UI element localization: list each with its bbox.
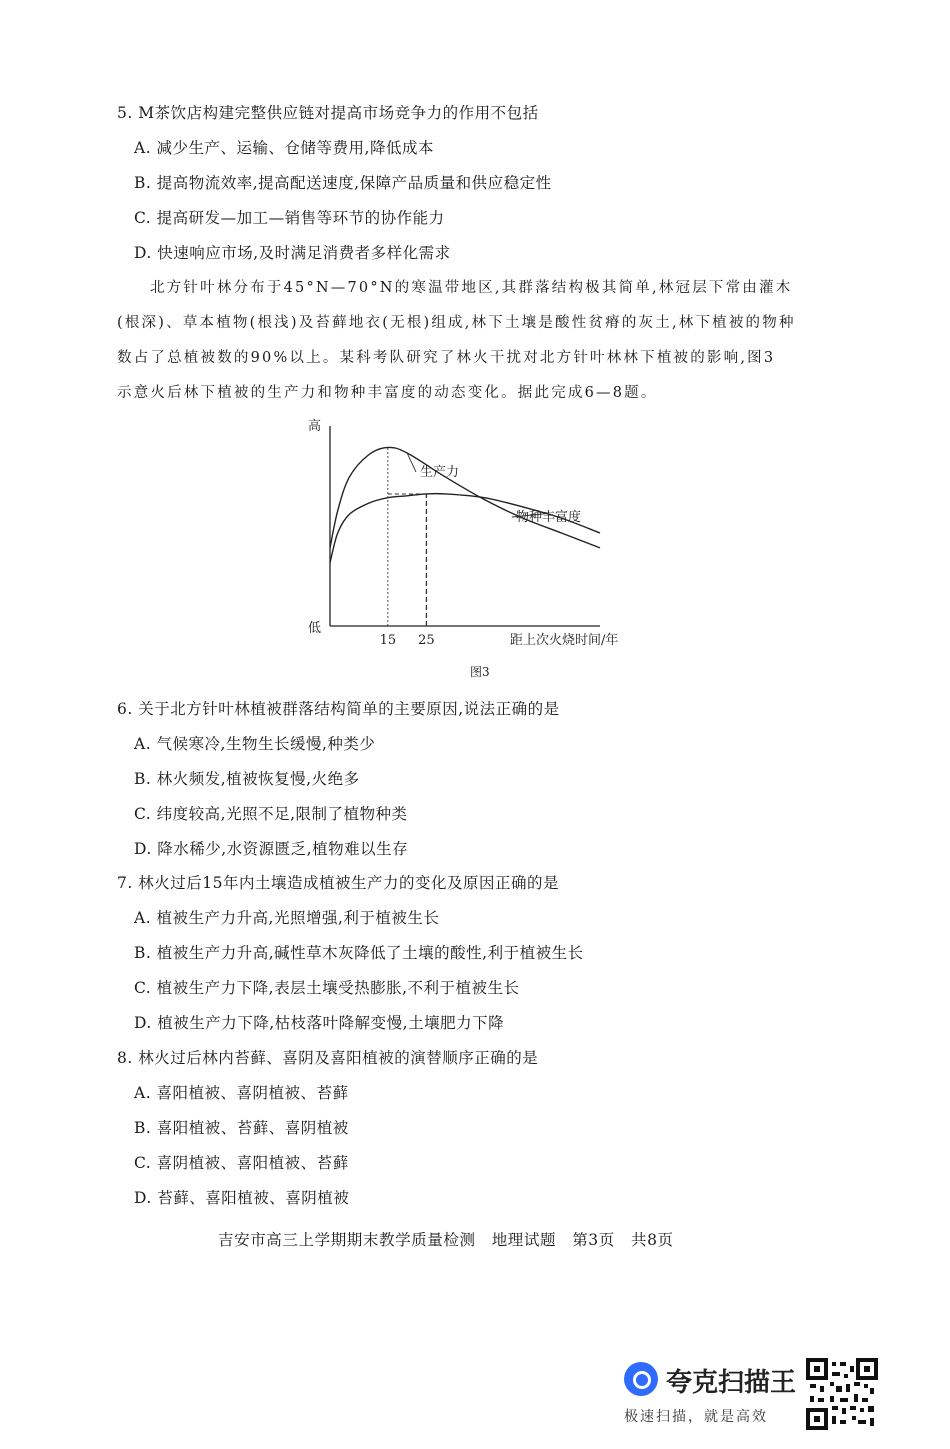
brand-slogan: 极速扫描，就是高效 [624,1409,768,1425]
y-axis-low-label: 低 [308,621,322,636]
q8-option-d: D. 苔藓、喜阳植被、喜阴植被 [134,1189,350,1207]
q8-stem: 8. 林火过后林内苔藓、喜阴及喜阳植被的演替顺序正确的是 [117,1049,539,1067]
q8-option-b: B. 喜阳植被、苔藓、喜阴植被 [134,1119,349,1137]
q5-option-c: C. 提高研发—加工—销售等环节的协作能力 [134,209,445,227]
q8-option-c: C. 喜阴植被、喜阳植被、苔藓 [134,1154,349,1172]
figure-caption: 图3 [470,665,490,679]
passage-line-3: 数占了总植被数的90%以上。某科考队研究了林火干扰对北方针叶林林下植被的影响,图3 [117,350,776,366]
q6-option-a: A. 气候寒冷,生物生长缓慢,种类少 [134,735,376,753]
brand-name: 夸克扫描王 [666,1368,797,1398]
x-tick-label-25: 25 [418,633,435,648]
qr-code-icon [806,1358,878,1430]
passage-line-2: (根深)、草本植物(根浅)及苔藓地衣(无根)组成,林下土壤是酸性贫瘠的灰土,林下植被的物种 [117,315,796,331]
q5-stem: 5. M茶饮店构建完整供应链对提高市场竞争力的作用不包括 [117,104,539,122]
q6-stem: 6. 关于北方针叶林植被群落结构简单的主要原因,说法正确的是 [117,700,560,718]
q7-stem: 7. 林火过后15年内土壤造成植被生产力的变化及原因正确的是 [117,874,559,892]
q6-option-d: D. 降水稀少,水资源匮乏,植物难以生存 [134,840,409,858]
series-line-species-richness [330,494,600,563]
series-label-productivity: 生产力 [420,465,460,480]
q7-option-c: C. 植被生产力下降,表层土壤受热膨胀,不利于植被生长 [134,979,520,997]
q5-option-d: D. 快速响应市场,及时满足消费者多样化需求 [134,244,451,262]
x-axis-label: 距上次火烧时间/年 [510,633,619,648]
passage-line-4: 示意火后林下植被的生产力和物种丰富度的动态变化。据此完成6—8题。 [117,385,658,401]
quark-logo-icon [624,1362,658,1396]
q7-option-a: A. 植被生产力升高,光照增强,利于植被生长 [134,909,440,927]
series-line-productivity [330,447,600,547]
q8-option-a: A. 喜阳植被、喜阴植被、苔藓 [134,1084,349,1102]
q7-option-b: B. 植被生产力升高,碱性草木灰降低了土壤的酸性,利于植被生长 [134,944,584,962]
series-label-species-richness: 物种丰富度 [516,510,582,525]
q5-option-a: A. 减少生产、运输、仓储等费用,降低成本 [134,139,434,157]
q7-option-d: D. 植被生产力下降,枯枝落叶降解变慢,土壤肥力下降 [134,1014,505,1032]
q5-option-b: B. 提高物流效率,提高配送速度,保障产品质量和供应稳定性 [134,174,552,192]
page-footer: 吉安市高三上学期期末教学质量检测 地理试题 第3页 共8页 [218,1231,674,1249]
q6-option-b: B. 林火频发,植被恢复慢,火绝多 [134,770,360,788]
x-tick-label-15: 15 [379,633,397,648]
figure-3-chart [300,410,660,660]
q6-option-c: C. 纬度较高,光照不足,限制了植物种类 [134,805,408,823]
y-axis-high-label: 高 [308,419,322,434]
passage-line-1: 北方针叶林分布于45°N—70°N的寒温带地区,其群落结构极其简单,林冠层下常由灌木 [150,280,793,296]
